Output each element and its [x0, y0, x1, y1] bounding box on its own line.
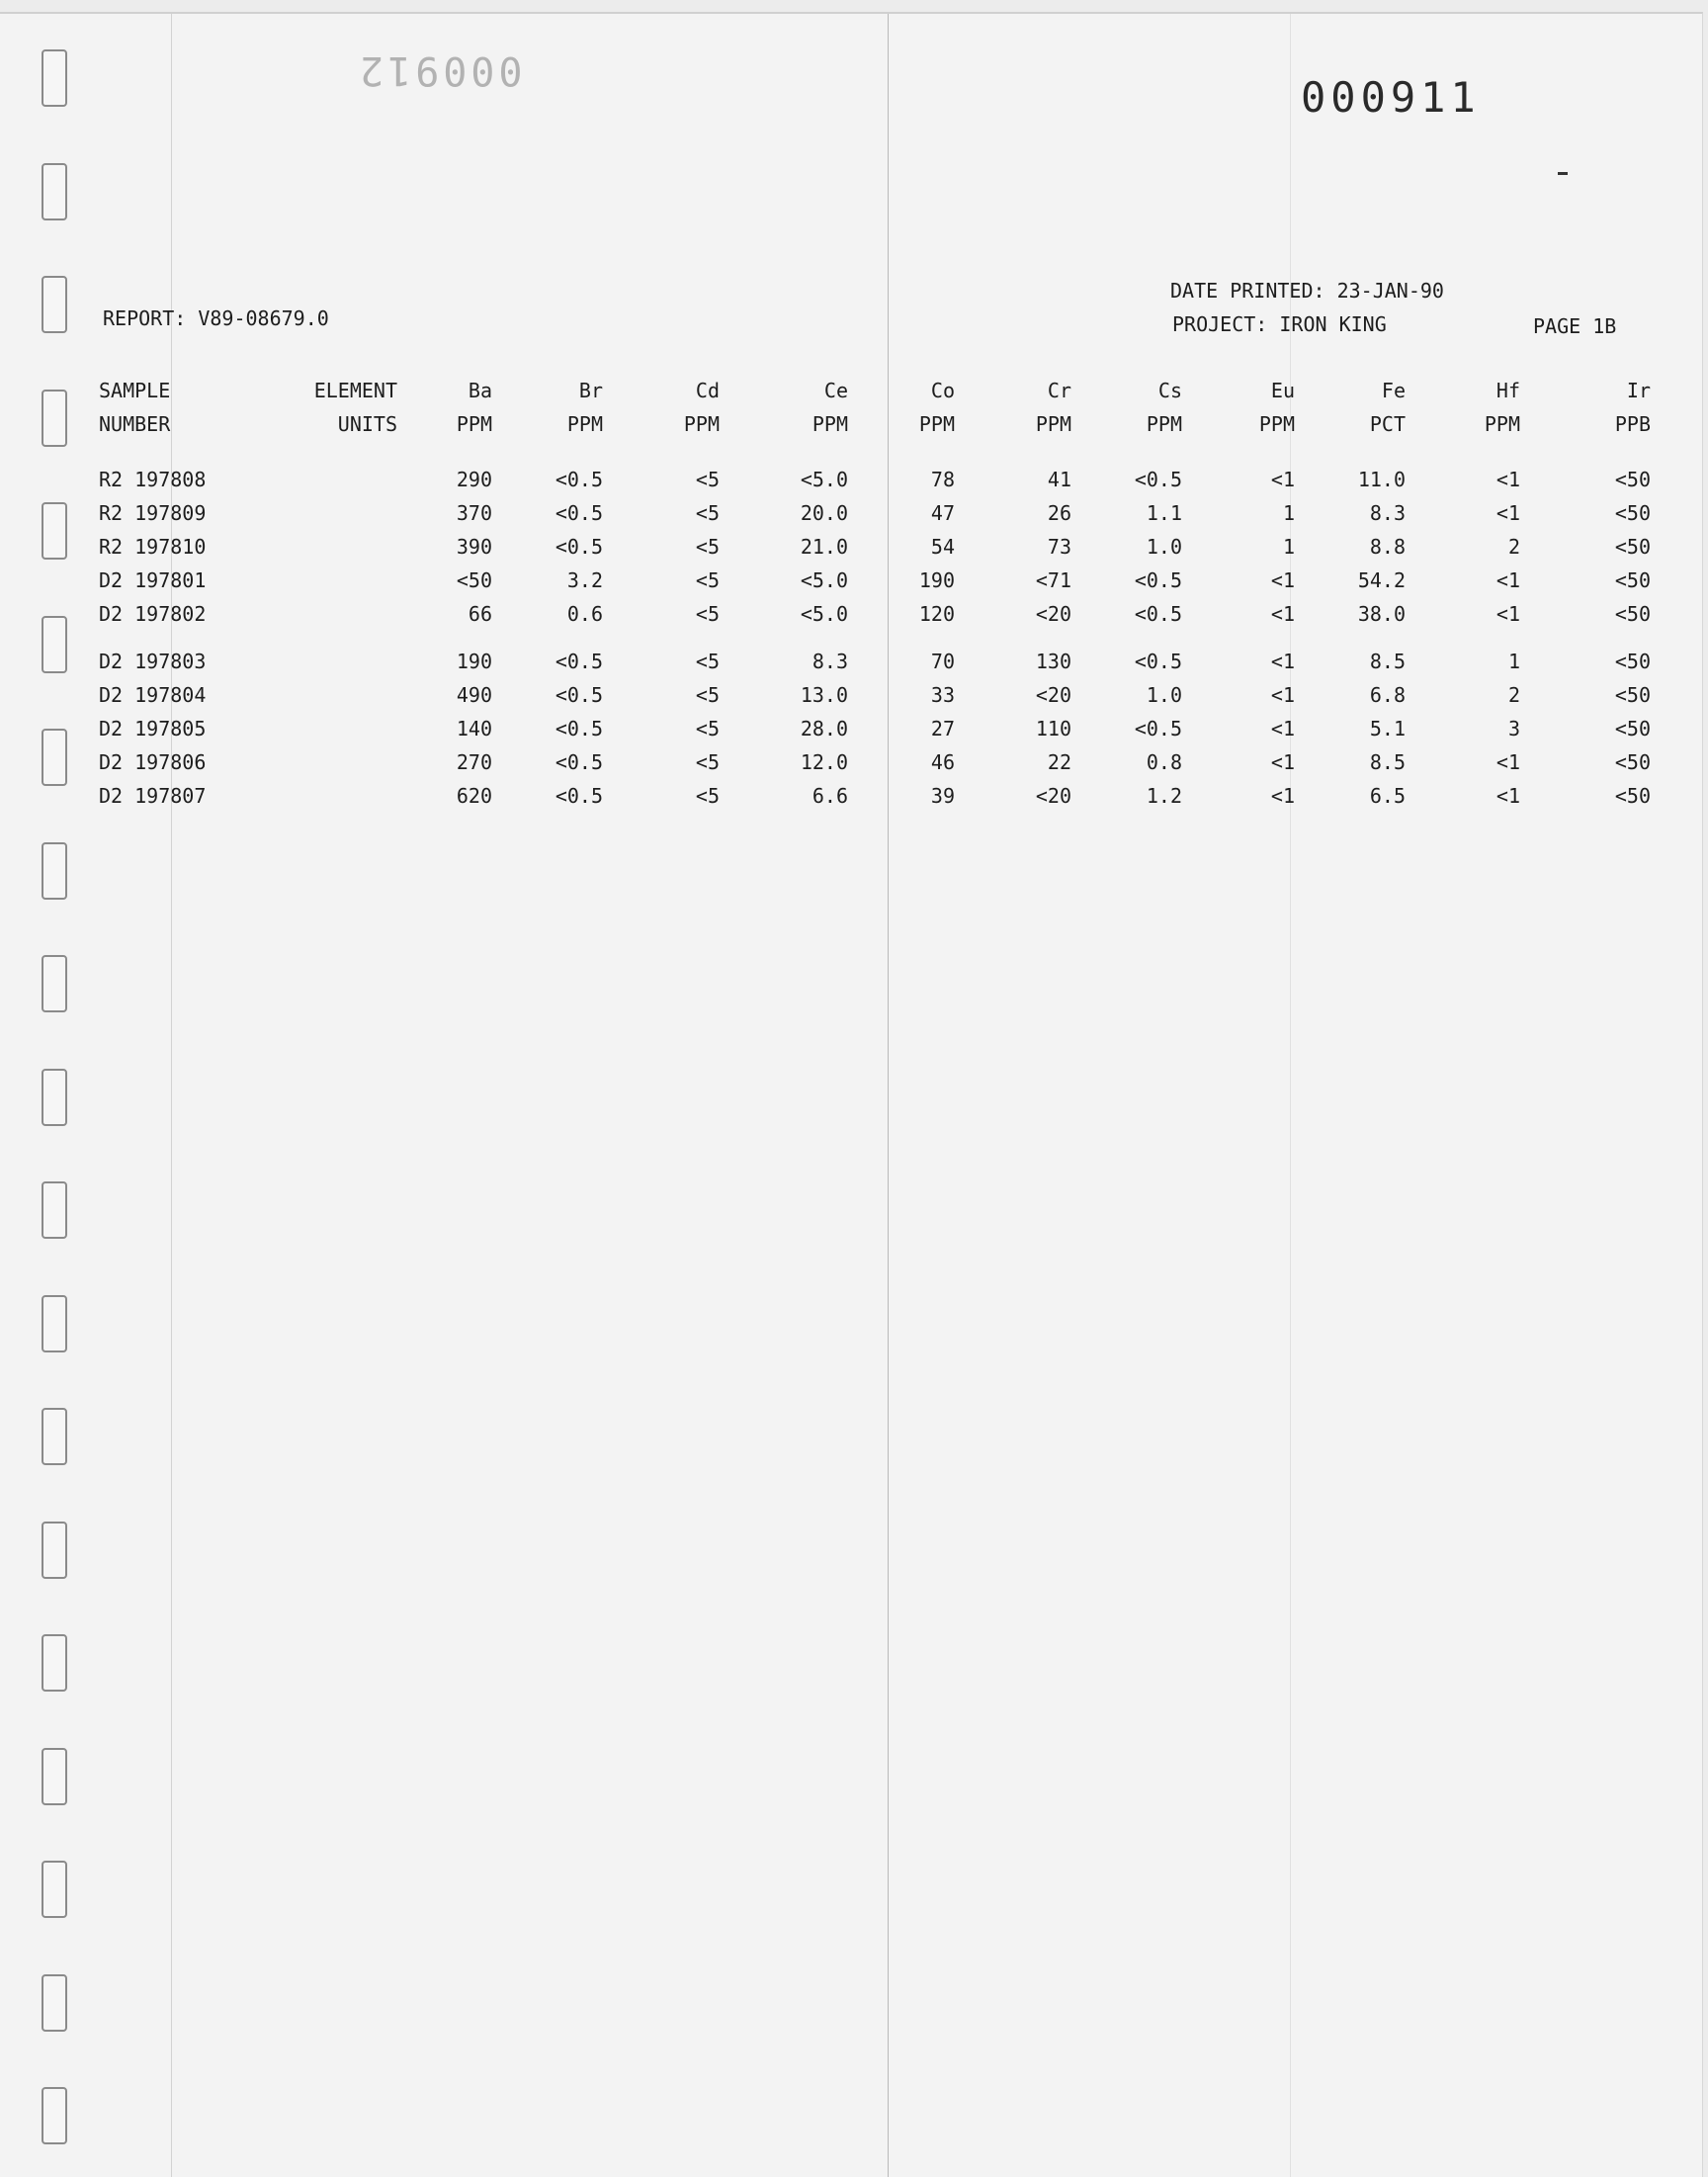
value-cell: 33 [930, 683, 955, 707]
table-row [99, 712, 1651, 745]
table-row [99, 496, 1651, 530]
feed-hole [42, 1634, 67, 1692]
unit-label: PPM [1258, 412, 1295, 436]
value-cell: 120 [918, 602, 955, 626]
value-cell: <1 [1270, 468, 1295, 491]
value-cell: <50 [1614, 602, 1651, 626]
sample-number-cell: D2 197807 [99, 784, 207, 808]
value-cell: <1 [1495, 602, 1520, 626]
units-spacer-cell [267, 745, 397, 779]
value-cell: 70 [930, 650, 955, 673]
feed-hole [42, 955, 67, 1012]
feed-hole [42, 1408, 67, 1465]
value-cell: <50 [1614, 784, 1651, 808]
value-cell: 190 [456, 650, 492, 673]
page-number: PAGE 1B [1533, 314, 1617, 338]
element-label: Eu [1270, 379, 1295, 402]
feed-hole [42, 49, 67, 107]
value-cell: <1 [1270, 683, 1295, 707]
feed-hole [42, 2087, 67, 2144]
fold-line [1290, 14, 1291, 2177]
unit-label: PCT [1369, 412, 1406, 436]
bleed-through-number: 000912 [356, 47, 523, 93]
unit-label: PPM [566, 412, 603, 436]
value-cell: 1 [1282, 501, 1295, 525]
element-label: Cs [1157, 379, 1182, 402]
page-stamp-number: 000911 [1301, 73, 1481, 122]
table-row [99, 530, 1651, 564]
date-printed: DATE PRINTED: 23-JAN-90 [1170, 279, 1444, 303]
number-header: NUMBER [99, 412, 171, 436]
value-cell: 1 [1507, 650, 1520, 673]
value-cell: <50 [1614, 501, 1651, 525]
value-cell: <1 [1270, 602, 1295, 626]
sample-number-cell: R2 197808 [99, 468, 207, 491]
element-label: Co [930, 379, 955, 402]
units-header: UNITS [337, 412, 397, 436]
feed-hole [42, 842, 67, 900]
units-spacer-cell [267, 597, 397, 631]
header-row-units [99, 407, 1651, 441]
value-cell: 41 [1047, 468, 1071, 491]
table-row [99, 564, 1651, 597]
value-cell: 5.1 [1369, 717, 1406, 740]
value-cell: <5 [695, 501, 720, 525]
value-cell: <50 [1614, 750, 1651, 774]
sample-number-cell: D2 197802 [99, 602, 207, 626]
group-spacer-row [99, 631, 1651, 645]
value-cell: <71 [1035, 568, 1071, 592]
value-cell: 1 [1282, 535, 1295, 559]
value-cell: <0.5 [555, 650, 603, 673]
fold-line [171, 14, 172, 2177]
value-cell: <0.5 [1134, 468, 1182, 491]
units-spacer-cell [267, 678, 397, 712]
fold-line [888, 14, 889, 2177]
value-cell: 190 [918, 568, 955, 592]
value-cell: <20 [1035, 784, 1071, 808]
sample-number-cell: R2 197809 [99, 501, 207, 525]
value-cell: 370 [456, 501, 492, 525]
element-label: Ba [468, 379, 492, 402]
value-cell: <5 [695, 535, 720, 559]
assay-results-table [99, 374, 1651, 813]
value-cell: 73 [1047, 535, 1071, 559]
value-cell: 390 [456, 535, 492, 559]
element-label: Cd [695, 379, 720, 402]
value-cell: <0.5 [1134, 650, 1182, 673]
value-cell: 1.0 [1146, 535, 1182, 559]
value-cell: 38.0 [1357, 602, 1406, 626]
value-cell: 2 [1507, 683, 1520, 707]
unit-label: PPM [1146, 412, 1182, 436]
unit-label: PPM [683, 412, 720, 436]
table-row [99, 779, 1651, 813]
value-cell: <50 [1614, 683, 1651, 707]
value-cell: 8.5 [1369, 750, 1406, 774]
value-cell: 3.2 [566, 568, 603, 592]
element-label: Ir [1626, 379, 1651, 402]
element-label: Fe [1381, 379, 1406, 402]
value-cell: 46 [930, 750, 955, 774]
value-cell: <0.5 [1134, 568, 1182, 592]
value-cell: <0.5 [555, 717, 603, 740]
sample-number-cell: D2 197801 [99, 568, 207, 592]
value-cell: 20.0 [800, 501, 848, 525]
unit-label: PPM [811, 412, 848, 436]
value-cell: 11.0 [1357, 468, 1406, 491]
sample-number-cell: D2 197805 [99, 717, 207, 740]
unit-label: PPM [456, 412, 492, 436]
feed-hole [42, 390, 67, 447]
value-cell: <50 [1614, 535, 1651, 559]
units-spacer-cell [267, 496, 397, 530]
value-cell: <1 [1270, 568, 1295, 592]
table-row [99, 597, 1651, 631]
value-cell: <5 [695, 683, 720, 707]
value-cell: 27 [930, 717, 955, 740]
feed-hole [42, 1295, 67, 1352]
value-cell: 290 [456, 468, 492, 491]
element-label: Hf [1495, 379, 1520, 402]
value-cell: <1 [1270, 750, 1295, 774]
feed-hole [42, 616, 67, 673]
value-cell: 54 [930, 535, 955, 559]
header-row-elements [99, 374, 1651, 407]
sample-header: SAMPLE [99, 379, 171, 402]
value-cell: <5 [695, 568, 720, 592]
value-cell: <1 [1270, 784, 1295, 808]
table-row [99, 678, 1651, 712]
value-cell: <1 [1495, 501, 1520, 525]
value-cell: 1.2 [1146, 784, 1182, 808]
value-cell: 6.8 [1369, 683, 1406, 707]
value-cell: 54.2 [1357, 568, 1406, 592]
element-label: Br [578, 379, 603, 402]
feed-hole [42, 502, 67, 560]
feed-hole [42, 1069, 67, 1126]
value-cell: <50 [1614, 568, 1651, 592]
feed-hole [42, 1522, 67, 1579]
value-cell: 22 [1047, 750, 1071, 774]
units-spacer-cell [267, 712, 397, 745]
printout-page [0, 12, 1703, 2177]
value-cell: 0.6 [566, 602, 603, 626]
value-cell: 6.6 [811, 784, 848, 808]
value-cell: 28.0 [800, 717, 848, 740]
value-cell: <0.5 [555, 683, 603, 707]
feed-hole [42, 1181, 67, 1239]
value-cell: 12.0 [800, 750, 848, 774]
value-cell: <50 [456, 568, 492, 592]
table-row [99, 645, 1651, 678]
units-spacer-cell [267, 530, 397, 564]
value-cell: <0.5 [555, 501, 603, 525]
value-cell: 8.3 [1369, 501, 1406, 525]
value-cell: 39 [930, 784, 955, 808]
value-cell: <0.5 [1134, 717, 1182, 740]
spacer-row [99, 441, 1651, 463]
feed-hole [42, 1748, 67, 1805]
value-cell: <0.5 [1134, 602, 1182, 626]
value-cell: <5 [695, 750, 720, 774]
units-spacer-cell [267, 463, 397, 496]
value-cell: 270 [456, 750, 492, 774]
element-header: ELEMENT [313, 379, 397, 402]
value-cell: 620 [456, 784, 492, 808]
stray-mark [1558, 172, 1568, 175]
value-cell: 8.3 [811, 650, 848, 673]
table-row [99, 463, 1651, 496]
value-cell: <1 [1270, 650, 1295, 673]
value-cell: 1.1 [1146, 501, 1182, 525]
value-cell: <1 [1270, 717, 1295, 740]
value-cell: <5 [695, 650, 720, 673]
value-cell: <5.0 [800, 468, 848, 491]
sample-number-cell: D2 197804 [99, 683, 207, 707]
value-cell: <50 [1614, 650, 1651, 673]
value-cell: <1 [1495, 468, 1520, 491]
unit-label: PPB [1614, 412, 1651, 436]
feed-hole [42, 1974, 67, 2032]
value-cell: 0.8 [1146, 750, 1182, 774]
value-cell: <5.0 [800, 602, 848, 626]
value-cell: <0.5 [555, 535, 603, 559]
value-cell: <0.5 [555, 784, 603, 808]
element-label: Ce [823, 379, 848, 402]
value-cell: <50 [1614, 717, 1651, 740]
feed-hole [42, 729, 67, 786]
value-cell: 130 [1035, 650, 1071, 673]
unit-label: PPM [1035, 412, 1071, 436]
value-cell: 1.0 [1146, 683, 1182, 707]
value-cell: 8.8 [1369, 535, 1406, 559]
units-spacer-cell [267, 645, 397, 678]
value-cell: <5.0 [800, 568, 848, 592]
feed-hole [42, 1861, 67, 1918]
value-cell: 13.0 [800, 683, 848, 707]
sample-number-cell: R2 197810 [99, 535, 207, 559]
value-cell: 78 [930, 468, 955, 491]
value-cell: <5 [695, 602, 720, 626]
value-cell: <0.5 [555, 468, 603, 491]
table-row [99, 745, 1651, 779]
unit-label: PPM [1484, 412, 1520, 436]
feed-hole [42, 163, 67, 220]
units-spacer-cell [267, 564, 397, 597]
value-cell: <0.5 [555, 750, 603, 774]
value-cell: <50 [1614, 468, 1651, 491]
unit-label: PPM [918, 412, 955, 436]
value-cell: <5 [695, 717, 720, 740]
sample-number-cell: D2 197803 [99, 650, 207, 673]
value-cell: 26 [1047, 501, 1071, 525]
sample-number-cell: D2 197806 [99, 750, 207, 774]
value-cell: 6.5 [1369, 784, 1406, 808]
element-label: Cr [1047, 379, 1071, 402]
value-cell: <1 [1495, 784, 1520, 808]
units-spacer-cell [267, 779, 397, 813]
value-cell: 3 [1507, 717, 1520, 740]
value-cell: 490 [456, 683, 492, 707]
value-cell: <20 [1035, 602, 1071, 626]
value-cell: <5 [695, 784, 720, 808]
value-cell: <1 [1495, 750, 1520, 774]
tractor-feed-holes [42, 14, 71, 2177]
report-id: REPORT: V89-08679.0 [103, 306, 329, 330]
value-cell: 2 [1507, 535, 1520, 559]
value-cell: 47 [930, 501, 955, 525]
value-cell: <1 [1495, 568, 1520, 592]
value-cell: <20 [1035, 683, 1071, 707]
project-name: PROJECT: IRON KING [1172, 312, 1387, 336]
value-cell: 21.0 [800, 535, 848, 559]
value-cell: 110 [1035, 717, 1071, 740]
value-cell: <5 [695, 468, 720, 491]
value-cell: 140 [456, 717, 492, 740]
feed-hole [42, 276, 67, 333]
value-cell: 66 [468, 602, 492, 626]
value-cell: 8.5 [1369, 650, 1406, 673]
